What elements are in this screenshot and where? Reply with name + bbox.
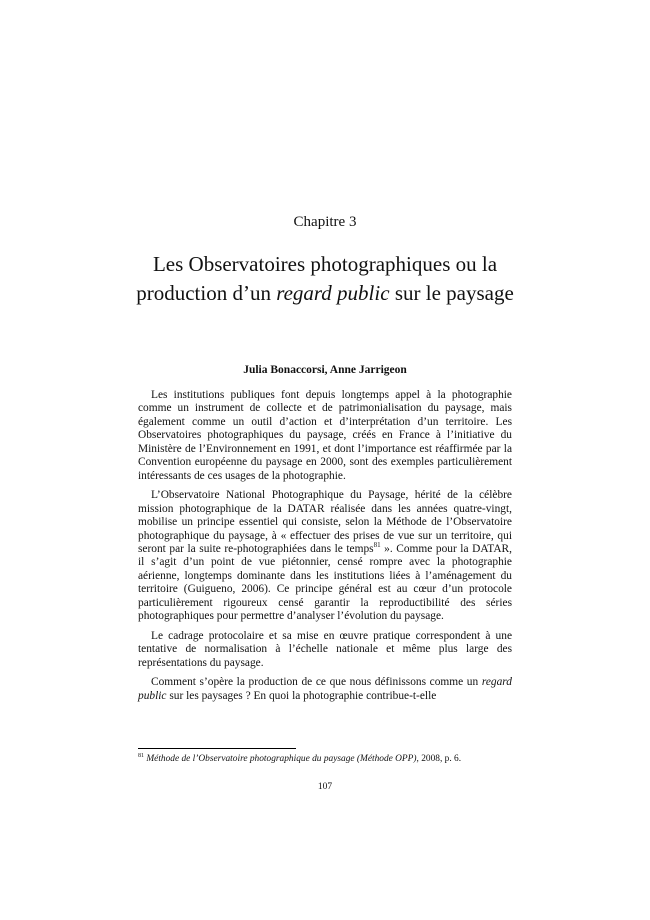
chapter-title-line-1: Les Observatoires photographiques ou la [152, 252, 498, 276]
paragraph-1: Les institutions publiques font depuis longtemps appel à la photographie comme un instrument de collecte et de patrimonialisation du paysage, mais également comme un outil d’action et d’interprétation d’un territoire. Les Observatoires photographiques du paysage, créés en France à l’initiative du Ministère de l’Environnement en 1991, et dont l’importance est réaffirmée par la Convention européenne du paysage en 2000, sont des exemples particulièrement intéressants de ces usages de la photographie. [138, 389, 512, 482]
paragraph-4 [138, 676, 512, 703]
paragraph-2-text-b: ». Comme pour la DATAR, il s’agit d’un point de vue piétonnier, censé rompre avec la photographie aérienne, longtemps dominante dans les institutions liées à l’aménagement du territoire (Guigueno, 2006). Ce principe général est au cœur d’un protocole particulièrement rigoureux censé garantir la reproductibilité des séries photographiques pour permettre d’analyser l’évolution du paysage. [138, 542, 512, 623]
paragraph-2 [138, 489, 512, 624]
footnote [138, 753, 512, 765]
chapter-title-line-2-start: production d’un [136, 281, 277, 305]
footnote-title: Méthode de l’Observatoire photographique du paysage (Méthode OPP) [146, 754, 417, 764]
footnote-reference[interactable]: 81 [373, 541, 381, 550]
paragraph-4-emphasis: regard public [138, 676, 512, 702]
chapter-title-line-2-end: sur le paysage [389, 281, 514, 305]
body-text [138, 389, 512, 709]
paragraph-4-text-a: Comment s’opère la production de ce que nous définissons comme un [151, 676, 482, 689]
page-number: 107 [317, 782, 333, 792]
paragraph-3: Le cadrage protocolaire et sa mise en œuvre pratique correspondent à une tentative de normalisation à l’échelle nationale et même plus large des représentations du paysage. [138, 629, 512, 669]
chapter-authors: Julia Bonaccorsi, Anne Jarrigeon [243, 364, 407, 376]
chapter-title-line-2 [0, 279, 650, 308]
paragraph-4-text-b: sur les paysages ? En quoi la photographie contribue-t-elle [166, 689, 437, 702]
footnote-divider [138, 748, 296, 749]
footnote-rest: , 2008, p. 6. [416, 754, 462, 764]
paragraph-2-text-a: L’Observatoire National Photographique du Paysage, hérité de la célèbre mission photographique de la DATAR réalisée dans les années quatre-vingt, mobilise un principe essentiel qui consiste, selon la Méthode de l’Observatoire photographique du paysage, à « effectuer des prises de vue sur un territoire, qui seront par la suite re-photographiées dans le temps [138, 489, 512, 555]
chapter-title [0, 250, 650, 308]
footnote-number: 81 [138, 752, 144, 759]
chapter-title-emphasis: regard public [276, 281, 390, 305]
chapter-label: Chapitre 3 [293, 214, 357, 230]
